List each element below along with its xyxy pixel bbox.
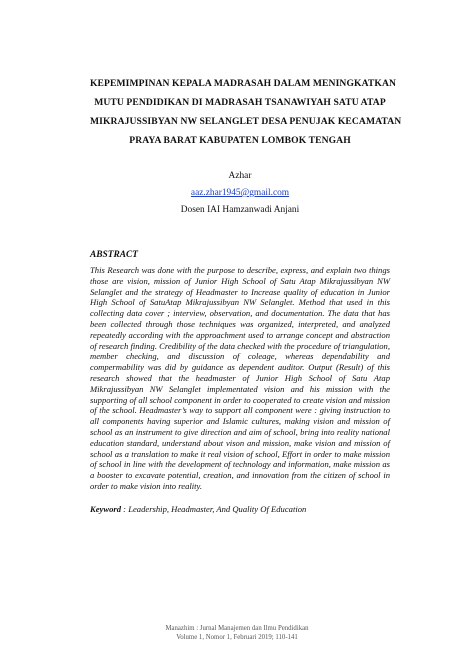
abstract-heading: ABSTRACT bbox=[90, 250, 138, 260]
footer-volume-info: Volume 1, Nomor 1, Februari 2019; 110-141 bbox=[176, 634, 298, 641]
author-email-link[interactable]: aaz.zhar1945@gmail.com bbox=[190, 188, 290, 198]
keywords-text: : Leadership, Headmaster, And Quality Of Education bbox=[121, 503, 307, 514]
author-affiliation: Dosen IAI Hamzanwadi Anjani bbox=[180, 205, 300, 215]
abstract-text: This Research was done with the purpose to describe, express, and explain two things those are vision, mission of Junior High School of Satu Atap Mikrajussibyan NW Selanglet and the strategy of Headmaster to Increase quality of education in Junior High School of SatuAtap Mikrajussibyan NW Selanglet. Method that used in this collecting data cover ; interview, observation, and documentation. The data that has been collected through those techniques was organized, interpreted, and analyzed repeatedly according with the approachment used to arrange concept and abstraction of research finding. Credibility of the data checked with the procedure of triangulation, member checking, and discussion of coleage, whereas dependability and compermability was did by guidance as dependent auditor. Output (Result) of this research showed that the headmaster of Junior High School of Satu Atap Mikrajussibyan NW Selanglet implementated vision and his mission with the supporting of all school component in order to cooperated to create vision and mission of the school. Headmaster’s way to support all component were : giving instruction to all components having superior and Islamic cultures, making vision and mission of school as an instrument to give direction and aim of school, bring into reality national education standard, understand about vison and mission, make vision and mission of school as a translation to make it real vision of school, Effort in order to make mission of school in line with the development of technology and information, make mission as a booster to excavate potential, creation, and innovation from the citizen of school in order to make vision into reality. bbox=[90, 265, 390, 491]
title-line: MUTU PENDIDIKAN DI MADRASAH TSANAWIYAH SATU ATAP bbox=[94, 97, 386, 108]
title-line: KEPEMIMPINAN KEPALA MADRASAH DALAM MENINGKATKAN bbox=[90, 78, 397, 89]
title-line: PRAYA BARAT KABUPATEN LOMBOK TENGAH bbox=[129, 135, 351, 146]
keywords bbox=[90, 504, 390, 515]
author-block bbox=[90, 168, 390, 219]
author-name: Azhar bbox=[228, 171, 252, 181]
paper-title bbox=[90, 74, 402, 150]
footer-journal-name: Manazhim : Jurnal Manajemen dan Ilmu Pendidikan bbox=[165, 625, 309, 632]
title-line: MIKRAJUSSIBYAN NW SELANGLET DESA PENUJAK KECAMATAN bbox=[90, 116, 402, 127]
keywords-label: Keyword bbox=[90, 503, 122, 514]
journal-footer bbox=[0, 624, 474, 642]
